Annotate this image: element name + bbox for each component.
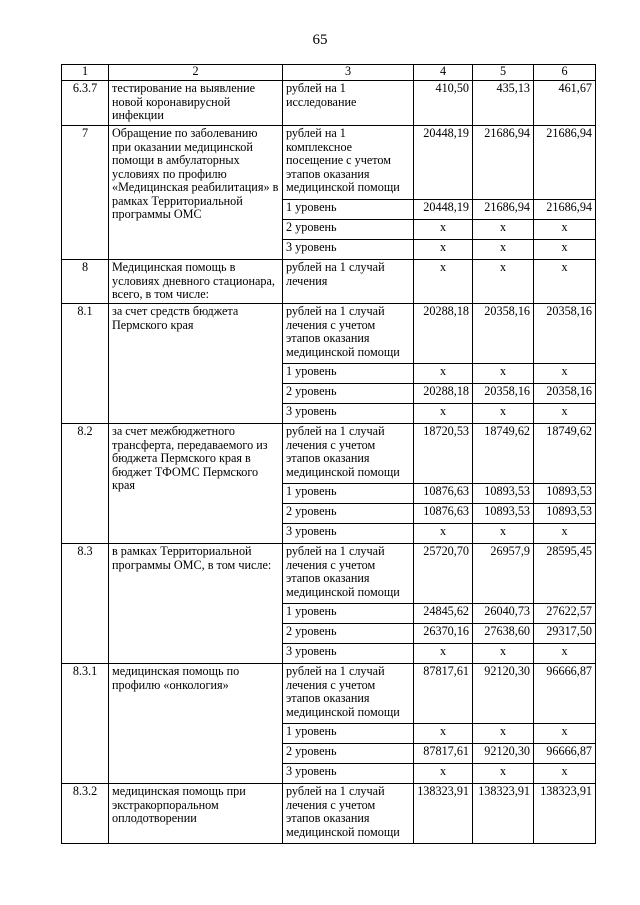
table-row — [62, 304, 596, 364]
level-label: 3 уровень — [283, 404, 414, 424]
value-col-4: x — [414, 240, 473, 260]
value-col-4: 10876,63 — [414, 484, 473, 504]
value-col-6: 20358,16 — [534, 304, 596, 364]
value-col-4: 26370,16 — [414, 624, 473, 644]
value-col-5: 138323,91 — [473, 784, 534, 844]
level-label: 3 уровень — [283, 240, 414, 260]
value-col-5: 21686,94 — [473, 126, 534, 200]
value-col-6: x — [534, 524, 596, 544]
value-col-4: x — [414, 404, 473, 424]
value-col-4: 25720,70 — [414, 544, 473, 604]
row-name: за счет межбюджетного трансферта, передаваемого из бюджета Пермского края в бюджет ТФОМС Пермского края — [109, 424, 283, 544]
value-col-6: x — [534, 764, 596, 784]
value-col-5: x — [473, 260, 534, 304]
unit-cell: рублей на 1 случай лечения с учетом этапов оказания медицинской помощи — [283, 304, 414, 364]
table-row — [62, 81, 596, 126]
level-label: 2 уровень — [283, 384, 414, 404]
unit-cell: рублей на 1 случай лечения с учетом этапов оказания медицинской помощи — [283, 424, 414, 484]
value-col-4: 410,50 — [414, 81, 473, 126]
row-code: 8.2 — [62, 424, 109, 544]
value-col-5: 26040,73 — [473, 604, 534, 624]
row-code: 8.3 — [62, 544, 109, 664]
table-row — [62, 784, 596, 844]
row-name: Медицинская помощь в условиях дневного стационара, всего, в том числе: — [109, 260, 283, 304]
column-numbers-row — [62, 65, 596, 81]
column-header-1: 1 — [62, 65, 109, 81]
value-col-5: 10893,53 — [473, 484, 534, 504]
value-col-5: x — [473, 220, 534, 240]
value-col-4: 20288,18 — [414, 384, 473, 404]
unit-cell: рублей на 1 случай лечения с учетом этапов оказания медицинской помощи — [283, 544, 414, 604]
value-col-5: 10893,53 — [473, 504, 534, 524]
value-col-4: 87817,61 — [414, 664, 473, 724]
row-name: в рамках Территориальной программы ОМС, в том числе: — [109, 544, 283, 664]
page-number: 65 — [312, 32, 328, 48]
value-col-5: x — [473, 364, 534, 384]
level-label: 3 уровень — [283, 524, 414, 544]
column-header-5: 5 — [473, 65, 534, 81]
table-row — [62, 664, 596, 724]
level-label: 2 уровень — [283, 504, 414, 524]
value-col-4: x — [414, 644, 473, 664]
value-col-5: 26957,9 — [473, 544, 534, 604]
value-col-6: 29317,50 — [534, 624, 596, 644]
column-header-6: 6 — [534, 65, 596, 81]
value-col-5: x — [473, 404, 534, 424]
level-label: 2 уровень — [283, 220, 414, 240]
value-col-4: 10876,63 — [414, 504, 473, 524]
table-row — [62, 126, 596, 200]
value-col-6: 28595,45 — [534, 544, 596, 604]
table-row — [62, 544, 596, 604]
value-col-4: 138323,91 — [414, 784, 473, 844]
row-name: медицинская помощь по профилю «онкология» — [109, 664, 283, 784]
level-label: 1 уровень — [283, 484, 414, 504]
value-col-5: 27638,60 — [473, 624, 534, 644]
value-col-6: x — [534, 404, 596, 424]
value-col-6: x — [534, 240, 596, 260]
value-col-6: 21686,94 — [534, 200, 596, 220]
unit-cell: рублей на 1 комплексное посещение с учетом этапов оказания медицинской помощи — [283, 126, 414, 200]
value-col-4: x — [414, 220, 473, 240]
value-col-5: x — [473, 764, 534, 784]
table-row — [62, 424, 596, 484]
value-col-5: 20358,16 — [473, 384, 534, 404]
row-code: 7 — [62, 126, 109, 260]
value-col-6: 21686,94 — [534, 126, 596, 200]
value-col-6: x — [534, 644, 596, 664]
value-col-4: 24845,62 — [414, 604, 473, 624]
value-col-4: x — [414, 524, 473, 544]
level-label: 1 уровень — [283, 200, 414, 220]
level-label: 1 уровень — [283, 364, 414, 384]
row-code: 6.3.7 — [62, 81, 109, 126]
value-col-6: 96666,87 — [534, 664, 596, 724]
level-label: 2 уровень — [283, 744, 414, 764]
unit-cell: рублей на 1 случай лечения — [283, 260, 414, 304]
value-col-5: 92120,30 — [473, 744, 534, 764]
column-header-2: 2 — [109, 65, 283, 81]
unit-cell: рублей на 1 исследование — [283, 81, 414, 126]
value-col-4: x — [414, 764, 473, 784]
value-col-5: 21686,94 — [473, 200, 534, 220]
value-col-6: 27622,57 — [534, 604, 596, 624]
value-col-4: x — [414, 260, 473, 304]
tariff-table — [61, 64, 596, 844]
value-col-5: 20358,16 — [473, 304, 534, 364]
value-col-4: 20288,18 — [414, 304, 473, 364]
row-code: 8.1 — [62, 304, 109, 424]
row-name: медицинская помощь при экстракорпоральном оплодотворении — [109, 784, 283, 844]
value-col-6: 18749,62 — [534, 424, 596, 484]
row-name: Обращение по заболеванию при оказании медицинской помощи в амбулаторных условиях по профилю «Медицинская реабилитация» в рамках Территориальной программы ОМС — [109, 126, 283, 260]
value-col-5: x — [473, 524, 534, 544]
level-label: 2 уровень — [283, 624, 414, 644]
level-label: 3 уровень — [283, 764, 414, 784]
value-col-5: x — [473, 240, 534, 260]
row-code: 8.3.1 — [62, 664, 109, 784]
column-header-3: 3 — [283, 65, 414, 81]
level-label: 3 уровень — [283, 644, 414, 664]
value-col-6: 461,67 — [534, 81, 596, 126]
value-col-6: 20358,16 — [534, 384, 596, 404]
value-col-4: x — [414, 364, 473, 384]
row-code: 8.3.2 — [62, 784, 109, 844]
value-col-6: 10893,53 — [534, 484, 596, 504]
value-col-4: 87817,61 — [414, 744, 473, 764]
value-col-6: x — [534, 364, 596, 384]
level-label: 1 уровень — [283, 604, 414, 624]
value-col-6: 96666,87 — [534, 744, 596, 764]
value-col-6: 10893,53 — [534, 504, 596, 524]
column-header-4: 4 — [414, 65, 473, 81]
value-col-5: x — [473, 644, 534, 664]
level-label: 1 уровень — [283, 724, 414, 744]
value-col-6: 138323,91 — [534, 784, 596, 844]
value-col-4: 20448,19 — [414, 126, 473, 200]
table-row — [62, 260, 596, 304]
value-col-6: x — [534, 724, 596, 744]
value-col-4: 20448,19 — [414, 200, 473, 220]
value-col-6: x — [534, 220, 596, 240]
row-code: 8 — [62, 260, 109, 304]
unit-cell: рублей на 1 случай лечения с учетом этапов оказания медицинской помощи — [283, 784, 414, 844]
row-name: за счет средств бюджета Пермского края — [109, 304, 283, 424]
value-col-6: x — [534, 260, 596, 304]
value-col-5: 435,13 — [473, 81, 534, 126]
row-name: тестирование на выявление новой коронавирусной инфекции — [109, 81, 283, 126]
value-col-4: x — [414, 724, 473, 744]
value-col-5: 18749,62 — [473, 424, 534, 484]
value-col-4: 18720,53 — [414, 424, 473, 484]
value-col-5: 92120,30 — [473, 664, 534, 724]
unit-cell: рублей на 1 случай лечения с учетом этапов оказания медицинской помощи — [283, 664, 414, 724]
table-body — [62, 65, 596, 844]
value-col-5: x — [473, 724, 534, 744]
